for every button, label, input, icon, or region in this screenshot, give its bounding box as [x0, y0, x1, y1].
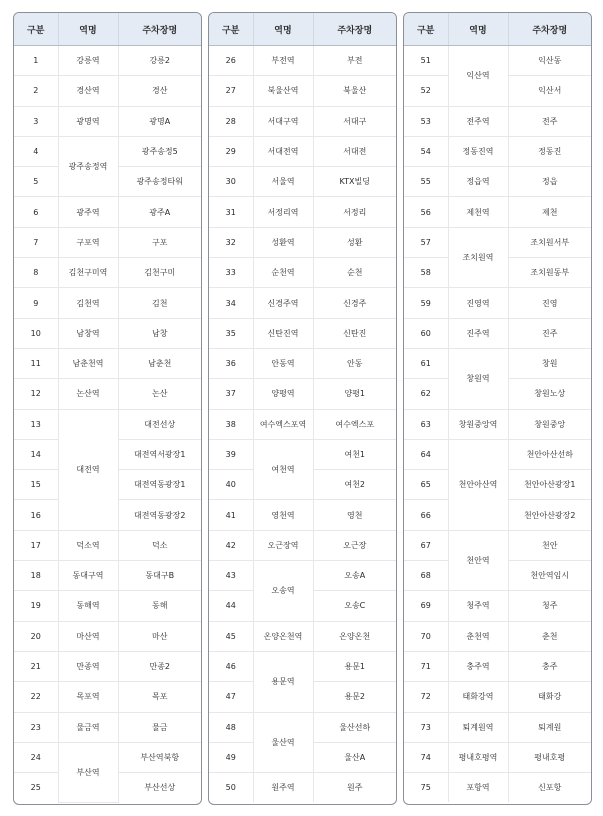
table-row [209, 167, 396, 197]
parking-table-panel-1 [13, 12, 202, 805]
parking-name: 부산선상 [144, 783, 176, 793]
table-row [209, 106, 396, 136]
row-number: 61 [404, 348, 448, 378]
station-name: 천안아산역 [448, 439, 508, 530]
station-name: 양평역 [253, 379, 313, 409]
parking-name: 양평1 [313, 379, 396, 409]
parking-name: 신탄진 [313, 318, 396, 348]
station-name: 북울산역 [253, 76, 313, 106]
row-number: 17 [14, 530, 58, 560]
parking-name: 천안아산광장2 [508, 500, 591, 530]
parking-name: 여천1 [313, 439, 396, 469]
parking-name: 김천 [118, 288, 201, 318]
row-number: 71 [404, 651, 448, 681]
table-row [404, 682, 591, 712]
row-number: 51 [404, 46, 448, 76]
table-row [14, 197, 201, 227]
parking-name: 정읍 [508, 167, 591, 197]
header-station: 역명 [253, 13, 313, 46]
station-name: 강릉역 [58, 46, 118, 76]
row-number: 24 [14, 742, 58, 772]
table-row [209, 318, 396, 348]
row-number: 21 [14, 651, 58, 681]
row-number: 12 [14, 379, 58, 409]
parking-name: 오송A [313, 561, 396, 591]
parking-name: 영천 [313, 500, 396, 530]
station-name: 남창역 [58, 318, 118, 348]
station-name: 광주송정역 [58, 136, 118, 197]
row-number: 36 [209, 348, 253, 378]
row-number: 46 [209, 651, 253, 681]
table-row [209, 500, 396, 530]
row-number: 16 [14, 500, 58, 530]
table-row [209, 561, 396, 591]
station-name: 청주역 [448, 591, 508, 621]
table-row [209, 348, 396, 378]
parking-name: 광명A [118, 106, 201, 136]
station-name: 부전역 [253, 46, 313, 76]
row-number: 65 [404, 470, 448, 500]
table-row [14, 136, 201, 166]
row-number: 34 [209, 288, 253, 318]
row-number: 75 [404, 773, 448, 803]
parking-name: 진주 [508, 318, 591, 348]
header-number: 구분 [209, 13, 253, 46]
row-number: 6 [14, 197, 58, 227]
parking-name: 부전 [313, 46, 396, 76]
table-row [209, 258, 396, 288]
table-row [14, 46, 201, 76]
table-row [404, 46, 591, 76]
row-number: 7 [14, 227, 58, 257]
station-name: 평내호평역 [448, 742, 508, 772]
table-row [404, 348, 591, 378]
header-parking: 주차장명 [313, 13, 396, 46]
table-row [404, 197, 591, 227]
table-row [209, 651, 396, 681]
row-number: 58 [404, 258, 448, 288]
station-name: 원주역 [253, 773, 313, 803]
row-number: 9 [14, 288, 58, 318]
table-row [404, 227, 591, 257]
parking-name: 전주 [508, 106, 591, 136]
parking-name: 천안역임시 [508, 561, 591, 591]
station-name: 만종역 [58, 651, 118, 681]
parking-name: 경산 [118, 76, 201, 106]
station-name: 정동진역 [448, 136, 508, 166]
table-row [209, 197, 396, 227]
table-row [404, 742, 591, 772]
station-name: 대전역 [58, 409, 118, 530]
row-number: 69 [404, 591, 448, 621]
station-name: 물금역 [58, 712, 118, 742]
station-name: 동대구역 [58, 561, 118, 591]
row-number: 19 [14, 591, 58, 621]
station-name: 정읍역 [448, 167, 508, 197]
row-number: 62 [404, 379, 448, 409]
station-name: 안동역 [253, 348, 313, 378]
row-number: 64 [404, 439, 448, 469]
table-row [209, 409, 396, 439]
row-number: 53 [404, 106, 448, 136]
table-row [14, 530, 201, 560]
station-name: 서대구역 [253, 106, 313, 136]
parking-name: 부산역북항 [118, 742, 201, 772]
parking-name: 광주송정타워 [118, 167, 201, 197]
station-name: 익산역 [448, 46, 508, 107]
table-row [404, 530, 591, 560]
table-row [14, 591, 201, 621]
station-name: 논산역 [58, 379, 118, 409]
row-number: 47 [209, 682, 253, 712]
parking-table-panel-2 [208, 12, 397, 805]
station-name: 성환역 [253, 227, 313, 257]
station-name: 광주역 [58, 197, 118, 227]
parking-name: 서정리 [313, 197, 396, 227]
row-number: 5 [14, 167, 58, 197]
parking-name: 익산서 [508, 76, 591, 106]
table-row [404, 712, 591, 742]
row-number: 48 [209, 712, 253, 742]
row-number: 14 [14, 439, 58, 469]
station-name: 신탄진역 [253, 318, 313, 348]
station-name: 전주역 [448, 106, 508, 136]
station-name: 부산역 [58, 742, 118, 802]
table-row [209, 227, 396, 257]
table-row [14, 561, 201, 591]
station-name: 포항역 [448, 773, 508, 803]
row-number: 73 [404, 712, 448, 742]
table-row [14, 348, 201, 378]
station-name: 여수엑스포역 [253, 409, 313, 439]
parking-name: 동해 [118, 591, 201, 621]
table-row [404, 318, 591, 348]
table-row [404, 439, 591, 469]
row-number: 20 [14, 621, 58, 651]
parking-name: 서대전 [313, 136, 396, 166]
row-number: 30 [209, 167, 253, 197]
row-number: 35 [209, 318, 253, 348]
station-name: 서대전역 [253, 136, 313, 166]
station-name: 용문역 [253, 651, 313, 712]
row-number: 70 [404, 621, 448, 651]
parking-table-1 [14, 13, 201, 803]
parking-name: 조치원서부 [508, 227, 591, 257]
parking-name: 물금 [118, 712, 201, 742]
station-name: 조치원역 [448, 227, 508, 288]
station-name: 여천역 [253, 439, 313, 500]
table-row [209, 288, 396, 318]
parking-name: KTX빌딩 [313, 167, 396, 197]
station-name: 창원중앙역 [448, 409, 508, 439]
table-row [404, 167, 591, 197]
parking-name: 북울산 [313, 76, 396, 106]
station-name: 온양온천역 [253, 621, 313, 651]
parking-name: 순천 [313, 258, 396, 288]
parking-name: 마산 [118, 621, 201, 651]
parking-name: 신경주 [313, 288, 396, 318]
table-row [14, 288, 201, 318]
table-row [14, 409, 201, 439]
row-number: 15 [14, 470, 58, 500]
table-row [14, 621, 201, 651]
parking-name: 남춘천 [118, 348, 201, 378]
parking-name: 충주 [508, 651, 591, 681]
table-row [404, 136, 591, 166]
row-number: 22 [14, 682, 58, 712]
row-number: 1 [14, 46, 58, 76]
parking-name: 성환 [313, 227, 396, 257]
row-number: 63 [404, 409, 448, 439]
station-name: 천안역 [448, 530, 508, 591]
row-number: 32 [209, 227, 253, 257]
parking-name: 만종2 [118, 651, 201, 681]
parking-name: 천안 [508, 530, 591, 560]
station-name: 김천역 [58, 288, 118, 318]
table-row [209, 439, 396, 469]
station-name: 오근장역 [253, 530, 313, 560]
station-name: 제천역 [448, 197, 508, 227]
row-number: 49 [209, 742, 253, 772]
table-row [14, 227, 201, 257]
row-number: 52 [404, 76, 448, 106]
station-name: 진주역 [448, 318, 508, 348]
row-number: 40 [209, 470, 253, 500]
row-number: 29 [209, 136, 253, 166]
parking-name: 온양온천 [313, 621, 396, 651]
row-number: 37 [209, 379, 253, 409]
row-number: 66 [404, 500, 448, 530]
parking-name: 강릉2 [118, 46, 201, 76]
row-number: 42 [209, 530, 253, 560]
parking-name: 오근장 [313, 530, 396, 560]
parking-name: 대전선상 [118, 409, 201, 439]
table-row [209, 379, 396, 409]
row-number: 18 [14, 561, 58, 591]
row-number: 55 [404, 167, 448, 197]
row-number: 13 [14, 409, 58, 439]
station-name: 김천구미역 [58, 258, 118, 288]
row-number: 33 [209, 258, 253, 288]
station-name: 서울역 [253, 167, 313, 197]
station-name: 목포역 [58, 682, 118, 712]
table-row [14, 76, 201, 106]
row-number: 2 [14, 76, 58, 106]
header-number: 구분 [14, 13, 58, 46]
parking-name: 목포 [118, 682, 201, 712]
parking-name: 동대구B [118, 561, 201, 591]
station-name: 진영역 [448, 288, 508, 318]
parking-name: 천안아산선하 [508, 439, 591, 469]
parking-name: 여천2 [313, 470, 396, 500]
table-row [14, 258, 201, 288]
header-parking: 주차장명 [118, 13, 201, 46]
table-row [14, 106, 201, 136]
row-number: 25 [14, 773, 58, 803]
table-row [209, 712, 396, 742]
table-row [404, 651, 591, 681]
parking-name: 천안아산광장1 [508, 470, 591, 500]
table-row [404, 773, 591, 803]
parking-name: 창원 [508, 348, 591, 378]
header-number: 구분 [404, 13, 448, 46]
parking-table-2 [209, 13, 396, 802]
parking-name: 태화강 [508, 682, 591, 712]
parking-name: 정동진 [508, 136, 591, 166]
parking-name: 서대구 [313, 106, 396, 136]
parking-name: 창원노상 [508, 379, 591, 409]
header-parking: 주차장명 [508, 13, 591, 46]
station-name: 광명역 [58, 106, 118, 136]
station-name: 덕소역 [58, 530, 118, 560]
row-number: 23 [14, 712, 58, 742]
station-name: 서정리역 [253, 197, 313, 227]
station-name: 창원역 [448, 348, 508, 409]
header-station: 역명 [58, 13, 118, 46]
row-number: 31 [209, 197, 253, 227]
row-number: 38 [209, 409, 253, 439]
row-number: 54 [404, 136, 448, 166]
parking-name: 조치원동부 [508, 258, 591, 288]
row-number: 72 [404, 682, 448, 712]
station-name: 오송역 [253, 561, 313, 622]
table-row [14, 318, 201, 348]
station-name: 충주역 [448, 651, 508, 681]
parking-name: 김천구미 [118, 258, 201, 288]
parking-name: 대전역동광장1 [118, 470, 201, 500]
parking-name: 용문2 [313, 682, 396, 712]
row-number: 26 [209, 46, 253, 76]
parking-name: 남창 [118, 318, 201, 348]
parking-name: 제천 [508, 197, 591, 227]
table-row [209, 530, 396, 560]
parking-name: 대전역서광장1 [118, 439, 201, 469]
row-number: 56 [404, 197, 448, 227]
parking-name: 퇴계원 [508, 712, 591, 742]
station-name: 퇴계원역 [448, 712, 508, 742]
parking-name: 청주 [508, 591, 591, 621]
table-row [404, 106, 591, 136]
row-number: 74 [404, 742, 448, 772]
parking-table-3 [404, 13, 591, 802]
parking-name: 여수엑스포 [313, 409, 396, 439]
row-number: 59 [404, 288, 448, 318]
row-number: 41 [209, 500, 253, 530]
row-number: 68 [404, 561, 448, 591]
table-row [14, 651, 201, 681]
station-name: 순천역 [253, 258, 313, 288]
parking-name: 익산동 [508, 46, 591, 76]
station-name: 남춘천역 [58, 348, 118, 378]
table-row [209, 621, 396, 651]
row-number: 27 [209, 76, 253, 106]
station-name: 동해역 [58, 591, 118, 621]
station-name: 춘천역 [448, 621, 508, 651]
row-number: 39 [209, 439, 253, 469]
parking-name: 원주 [347, 783, 363, 793]
table-row [14, 379, 201, 409]
row-number: 57 [404, 227, 448, 257]
station-name: 경산역 [58, 76, 118, 106]
station-name: 구포역 [58, 227, 118, 257]
table-row [209, 136, 396, 166]
row-number: 4 [14, 136, 58, 166]
row-number: 8 [14, 258, 58, 288]
row-number: 60 [404, 318, 448, 348]
parking-name: 진영 [508, 288, 591, 318]
parking-table-panel-3 [403, 12, 592, 805]
table-row [14, 712, 201, 742]
parking-name: 논산 [118, 379, 201, 409]
parking-name: 덕소 [118, 530, 201, 560]
parking-name: 평내호평 [508, 742, 591, 772]
station-name: 마산역 [58, 621, 118, 651]
table-row [404, 288, 591, 318]
row-number: 28 [209, 106, 253, 136]
row-number: 50 [209, 773, 253, 803]
row-number: 67 [404, 530, 448, 560]
station-name: 영천역 [253, 500, 313, 530]
table-row [14, 742, 201, 772]
parking-name: 창원중앙 [508, 409, 591, 439]
row-number: 45 [209, 621, 253, 651]
parking-name: 안동 [313, 348, 396, 378]
parking-name: 울산A [313, 742, 396, 772]
parking-name: 구포 [118, 227, 201, 257]
row-number: 3 [14, 106, 58, 136]
station-name: 신경주역 [253, 288, 313, 318]
table-row [404, 591, 591, 621]
station-name: 울산역 [253, 712, 313, 773]
row-number: 44 [209, 591, 253, 621]
parking-name: 신포항 [538, 783, 562, 793]
table-row [404, 409, 591, 439]
parking-name: 춘천 [508, 621, 591, 651]
parking-name: 광주A [118, 197, 201, 227]
table-row [14, 682, 201, 712]
row-number: 43 [209, 561, 253, 591]
parking-name: 울산선하 [313, 712, 396, 742]
table-row [404, 621, 591, 651]
table-row [209, 76, 396, 106]
header-station: 역명 [448, 13, 508, 46]
table-row [209, 773, 396, 803]
row-number: 11 [14, 348, 58, 378]
row-number: 10 [14, 318, 58, 348]
table-row [209, 46, 396, 76]
parking-name: 오송C [313, 591, 396, 621]
parking-name: 광주송정5 [118, 136, 201, 166]
parking-name: 대전역동광장2 [118, 500, 201, 530]
station-name: 태화강역 [448, 682, 508, 712]
parking-name: 용문1 [313, 651, 396, 681]
